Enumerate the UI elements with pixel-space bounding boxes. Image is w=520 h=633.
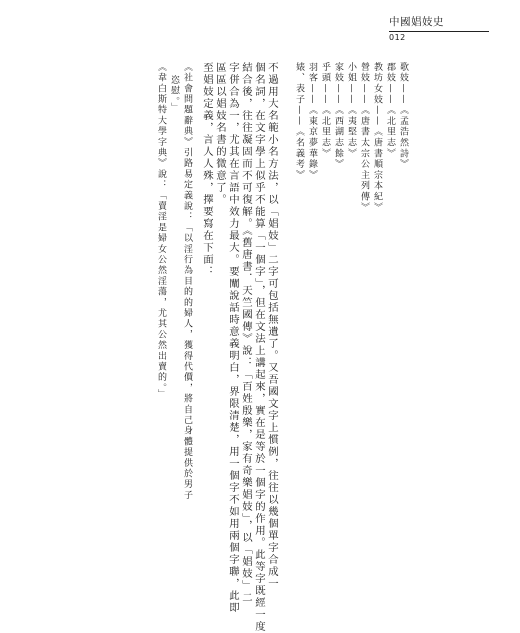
paragraph-line: 區區以娼妓名書的微意了。 xyxy=(214,62,226,206)
running-header xyxy=(389,14,489,42)
intro-line: 至娼妓定義，言人人殊，擇要寫在下面： xyxy=(201,62,213,278)
paragraph-line: 字併合為一，尤其在言語中效力最大。要闡說話時意義明白，界限清楚，用一個字不如用兩個字聯，此即 xyxy=(227,62,239,614)
list-item: 婊、表子——《名義考》 xyxy=(294,62,304,181)
list-item: 乎頭——《北里志》 xyxy=(320,62,330,160)
book-title: 中國娼妓史 xyxy=(389,16,444,28)
header-rule xyxy=(389,31,489,32)
page-number: 012 xyxy=(389,33,406,42)
list-item: 家妓——《西湖志餘》 xyxy=(333,62,343,170)
quote-line: 《社會問題辭典》引路易定義說：「以淫行為目的的婦人，獲得代價，將自己身體提供於男子 xyxy=(182,62,192,501)
paragraph-line: 結合後，往往凝固而不可復解。《舊唐書．天竺國傳》說：「百姓殷樂，家有奇樂娼妓」，以「娼妓」二 xyxy=(240,62,252,604)
paragraph-line: 個名詞，在文字學上似乎不能算「一個字」，但在文法上講起來，實在是等於一個字的作用。此等字既經一度 xyxy=(253,62,265,633)
list-item: 營妓——《唐書太宗公主列傳》 xyxy=(359,62,369,214)
list-item: 小姐——《夷堅志》 xyxy=(346,62,356,160)
quote-line: 《韋白斯特大學字典》說：「賣淫是婦女公然淫蕩，尤其公然出賣的。」 xyxy=(156,62,166,400)
list-item: 教坊女妓——《唐書順宗本紀》 xyxy=(372,62,382,214)
list-item: 歌妓——《孟浩然詩》 xyxy=(398,62,408,170)
list-item: 羽客——《東京夢華錄》 xyxy=(307,62,317,181)
list-item: 郡妓——《北里志》 xyxy=(385,62,395,160)
quote-line: 恣慰。」 xyxy=(169,75,179,114)
body-text xyxy=(111,62,409,633)
paragraph-line: 不過用大名範小名方法，以「娼妓」二字可包括無遺了。又吾國文字上慣例，往往以幾個單字合成一 xyxy=(266,62,278,590)
